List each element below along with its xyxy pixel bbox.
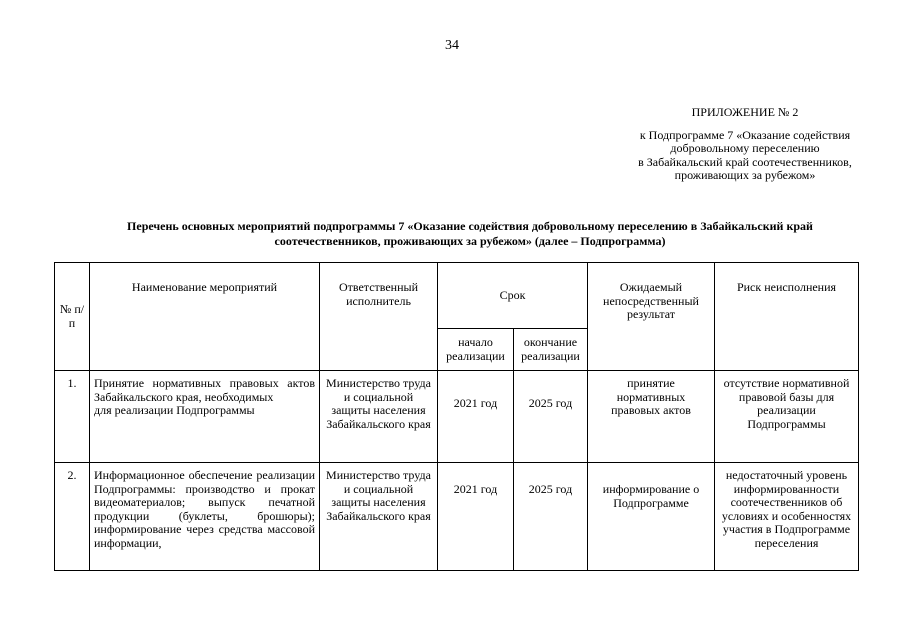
document-title-line: соотечественников, проживающих за рубежом» (далее – Подпрограмма) — [274, 234, 666, 248]
row-name-last-line: для реализации Подпрограммы — [94, 403, 255, 418]
row-end: 2025 год — [514, 463, 588, 571]
appendix-title: ПРИЛОЖЕНИЕ № 2 — [691, 105, 799, 119]
header-risk: Риск неисполнения — [715, 263, 859, 371]
page-number: 34 — [445, 38, 459, 53]
row-executor: Министерство труда и социальной защиты населения Забайкальского края — [320, 463, 438, 571]
row-result: принятие нормативных правовых актов — [588, 371, 715, 463]
table-header-row — [55, 263, 859, 329]
row-end: 2025 год — [514, 371, 588, 463]
header-term-start: начало реализации — [438, 329, 514, 371]
row-executor: Министерство труда и социальной защиты населения Забайкальского края — [320, 371, 438, 463]
row-name-text: Информационное обеспечение реализации Подпрограммы: производство и прокат видеоматериалов; выпуск печатной продукции (буклеты, брошюры); информирование через средства массовой информации, — [94, 468, 315, 550]
header-num: № п/п — [55, 263, 90, 371]
row-num: 2. — [55, 463, 90, 571]
appendix-line: к Подпрограмме 7 «Оказание содействия — [639, 127, 851, 142]
table-row — [55, 371, 859, 463]
row-name — [90, 371, 320, 463]
row-name — [90, 463, 320, 571]
row-name-text: Принятие нормативных правовых актов Забайкальского края, необходимых — [94, 376, 315, 404]
appendix-line: добровольному переселению — [670, 141, 820, 155]
header-term: Срок — [438, 263, 588, 329]
appendix-line: в Забайкальский край соотечественников, — [638, 154, 852, 169]
row-start: 2021 год — [438, 371, 514, 463]
row-start: 2021 год — [438, 463, 514, 571]
appendix-line: проживающих за рубежом» — [674, 168, 816, 182]
header-term-end: окончание реализации — [514, 329, 588, 371]
document-title-line: Перечень основных мероприятий подпрограммы 7 «Оказание содействия добровольному переселению в Забайкальский край — [127, 219, 813, 233]
header-result: Ожидаемый непосредственный результат — [588, 263, 715, 371]
row-risk: недостаточный уровень информированности соотечественников об условиях и особенностях участия в Подпрограмме переселения — [715, 463, 859, 571]
measures-table — [54, 262, 859, 571]
header-executor: Ответственный исполнитель — [320, 263, 438, 371]
row-num: 1. — [55, 371, 90, 463]
appendix-header — [600, 106, 890, 183]
row-result: информирование о Подпрограмме — [588, 463, 715, 571]
table-row — [55, 463, 859, 571]
header-name: Наименование мероприятий — [90, 263, 320, 371]
row-risk: отсутствие нормативной правовой базы для реализации Подпрограммы — [715, 371, 859, 463]
document-title — [60, 219, 880, 249]
